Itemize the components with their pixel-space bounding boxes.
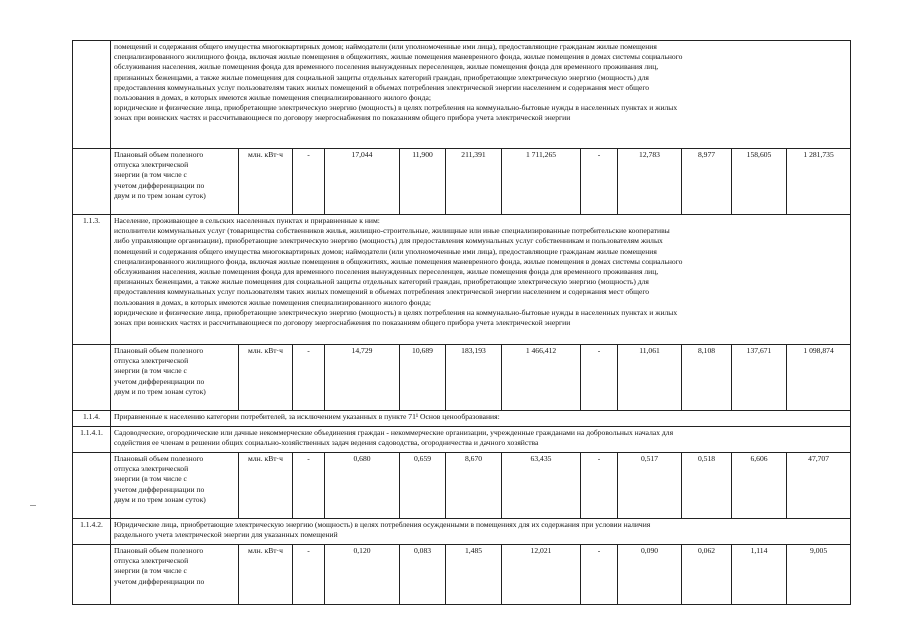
value-cell: 1,485 [446, 545, 502, 605]
category-description [111, 215, 851, 345]
value-cell: 8,670 [446, 453, 502, 519]
data-row [73, 545, 851, 605]
value-cell: 1 281,735 [787, 149, 851, 215]
value-cell: 12,021 [502, 545, 581, 605]
indicator-label-line: учетом дифференциации по [114, 376, 205, 386]
indicator-label-line: Плановый объем полезного [114, 454, 204, 463]
value-cell: 11,061 [618, 345, 682, 411]
value-cell: - [293, 545, 325, 605]
indicator-label-line: Плановый объем полезного [114, 346, 204, 355]
item-number [73, 453, 111, 519]
description-line: предоставления коммунальных услуг пользователям таких жилых помещений в объемах потребления электрической энергии населением и содержания мест общего [114, 287, 650, 297]
value-cell: 0,062 [682, 545, 732, 605]
value-cell: 14,729 [325, 345, 400, 411]
value-cell: 8,977 [682, 149, 732, 215]
indicator-label-line: энергии (в том числе с [114, 170, 187, 180]
value-cell: 11,900 [400, 149, 446, 215]
tariff-table [72, 40, 851, 605]
description-line: специализированного жилищного фонда, включая жилые помещения в общежитиях, жилые помещения маневренного фонда, жилые помещения в домах системы социального [114, 256, 683, 266]
unit-cell: млн. кВт·ч [239, 149, 293, 215]
indicator-label-line: Плановый объем полезного [114, 150, 204, 159]
value-cell: 0,680 [325, 453, 400, 519]
item-number [73, 41, 111, 149]
description-line: помещений и содержания общего имущества многоквартирных домов; наймодатели (или уполномоченные ими лица), предоставляющие гражданам жилые помещения [114, 42, 657, 51]
item-number: 1.1.4.1. [73, 427, 111, 453]
item-number: 1.1.4. [73, 411, 111, 427]
description-line: предоставления коммунальных услуг пользователям таких жилых помещений в объемах потребления электрической энергии населением и содержания мест общего [114, 82, 650, 92]
item-number [73, 345, 111, 411]
unit-cell: млн. кВт·ч [239, 345, 293, 411]
description-line: Приравненные к населению категории потребителей, за исключением указанных в пункте 71¹ Основ ценообразования: [114, 412, 500, 421]
category-description [111, 427, 851, 453]
indicator-label-line: энергии (в том числе с [114, 474, 187, 484]
unit-cell: млн. кВт·ч [239, 545, 293, 605]
description-line: обслуживания населения, жилые помещения фонда для временного поселения вынужденных переселенцев, жилые помещения фонда для временного проживания лиц, [114, 267, 659, 277]
item-number: 1.1.4.2. [73, 519, 111, 545]
description-line: зонах при воинских частях и рассчитывающиеся по договору энергоснабжения по показаниям общего прибора учета электрической энергии [114, 318, 571, 328]
value-cell: 47,707 [787, 453, 851, 519]
item-number [73, 149, 111, 215]
indicator-label-line: Плановый объем полезного [114, 546, 204, 555]
indicator-label-line: двум и по трем зонам суток) [114, 386, 206, 396]
value-cell: - [581, 453, 618, 519]
description-line: юридические и физические лица, приобретающие электрическую энергию (мощность) в целях потребления на коммунально-бытовые нужды в населенных пунктах и жилых [114, 103, 678, 113]
value-cell: 9,005 [787, 545, 851, 605]
indicator-label-line: учетом дифференциации по [114, 180, 205, 190]
value-cell: 158,605 [732, 149, 787, 215]
value-cell: - [581, 345, 618, 411]
description-line: содействия ее членам в решении общих социально-хозяйственных задач ведения садоводства, огородничества и дачного хозяйства [114, 438, 539, 448]
category-description [111, 41, 851, 149]
description-line: Юридические лица, приобретающие электрическую энергию (мощность) в целях потребления осужденными в помещениях для их содержания при условии наличия [114, 520, 651, 529]
description-line: Садоводческие, огороднические или дачные некоммерческие объединения граждан - некоммерческие организации, учрежденные гражданами на добровольных началах для [114, 428, 674, 437]
indicator-label-line: двум и по трем зонам суток) [114, 494, 206, 504]
description-line: исполнители коммунальных услуг (товарищества собственников жилья, жилищно-строительные, жилищные или иные специализированные потребительские кооперативы [114, 226, 670, 236]
value-cell: - [293, 345, 325, 411]
indicator-label-line: отпуска электрической [114, 160, 189, 170]
data-row [73, 453, 851, 519]
value-cell: 17,044 [325, 149, 400, 215]
section-row [73, 427, 851, 453]
indicator-label-line: отпуска электрической [114, 356, 189, 366]
value-cell: 1 711,265 [502, 149, 581, 215]
indicator-label [111, 545, 239, 605]
description-line: раздельного учета электрической энергии для указанных помещений [114, 530, 338, 540]
value-cell: 1 466,412 [502, 345, 581, 411]
indicator-label-line: энергии (в том числе с [114, 366, 187, 376]
data-row [73, 149, 851, 215]
value-cell: 211,391 [446, 149, 502, 215]
value-cell: - [581, 545, 618, 605]
scan-artifact [30, 505, 36, 506]
value-cell: 1 098,874 [787, 345, 851, 411]
indicator-label-line: учетом дифференциации по [114, 484, 205, 494]
section-row [73, 215, 851, 345]
indicator-label-line: отпуска электрической [114, 464, 189, 474]
indicator-label-line: двум и по трем зонам суток) [114, 190, 206, 200]
value-cell: 8,108 [682, 345, 732, 411]
value-cell: 137,671 [732, 345, 787, 411]
indicator-label [111, 345, 239, 411]
value-cell: 0,518 [682, 453, 732, 519]
item-number: 1.1.3. [73, 215, 111, 345]
description-line: помещений и содержания общего имущества многоквартирных домов; наймодатели (или уполномоченные ими лица), предоставляющие гражданам жилые помещения [114, 246, 657, 256]
value-cell: 183,193 [446, 345, 502, 411]
category-description [111, 411, 851, 427]
value-cell: 0,090 [618, 545, 682, 605]
data-row [73, 345, 851, 411]
indicator-label [111, 149, 239, 215]
value-cell: 0,517 [618, 453, 682, 519]
value-cell: 12,783 [618, 149, 682, 215]
unit-cell: млн. кВт·ч [239, 453, 293, 519]
description-line: специализированного жилищного фонда, включая жилые помещения в общежитиях, жилые помещения маневренного фонда, жилые помещения в домах системы социального [114, 52, 683, 62]
indicator-label-line: отпуска электрической [114, 556, 189, 566]
description-line: пользования в домах, в которых имеются жилые помещения специализированного жилого фонда; [114, 93, 431, 103]
description-line: признанных беженцами, а также жилые помещения для социальной защиты отдельных категорий граждан, приобретающие электрическую энергию (мощность) для [114, 72, 649, 82]
value-cell: 1,114 [732, 545, 787, 605]
value-cell: 63,435 [502, 453, 581, 519]
description-line: либо управляющие организации), приобретающие электрическую энергию (мощность) для предоставления коммунальных услуг собственникам и пользователям жилых [114, 236, 663, 246]
indicator-label-line: учетом дифференциации по [114, 576, 205, 586]
section-row [73, 519, 851, 545]
description-line: обслуживания населения, жилые помещения фонда для временного поселения вынужденных переселенцев, жилые помещения фонда для временного проживания лиц, [114, 62, 659, 72]
description-line: зонах при воинских частях и рассчитывающиеся по договору энергоснабжения по показаниям общего прибора учета электрической энергии [114, 113, 571, 123]
description-line: Население, проживающее в сельских населенных пунктах и приравненные к ним: [114, 216, 380, 225]
value-cell: 10,689 [400, 345, 446, 411]
indicator-label-line: энергии (в том числе с [114, 566, 187, 576]
value-cell: - [293, 149, 325, 215]
value-cell: 0,120 [325, 545, 400, 605]
table-body [73, 41, 851, 605]
value-cell: 0,083 [400, 545, 446, 605]
item-number [73, 545, 111, 605]
value-cell: 6,606 [732, 453, 787, 519]
indicator-label [111, 453, 239, 519]
description-line: пользования в домах, в которых имеются жилые помещения специализированного жилого фонда; [114, 297, 431, 307]
value-cell: - [293, 453, 325, 519]
value-cell: - [581, 149, 618, 215]
description-line: признанных беженцами, а также жилые помещения для социальной защиты отдельных категорий граждан, приобретающие электрическую энергию (мощность) для [114, 277, 649, 287]
value-cell: 0,659 [400, 453, 446, 519]
section-row [73, 411, 851, 427]
category-description [111, 519, 851, 545]
section-row [73, 41, 851, 149]
description-line: юридические и физические лица, приобретающие электрическую энергию (мощность) в целях потребления на коммунально-бытовые нужды в населенных пунктах и жилых [114, 307, 678, 317]
